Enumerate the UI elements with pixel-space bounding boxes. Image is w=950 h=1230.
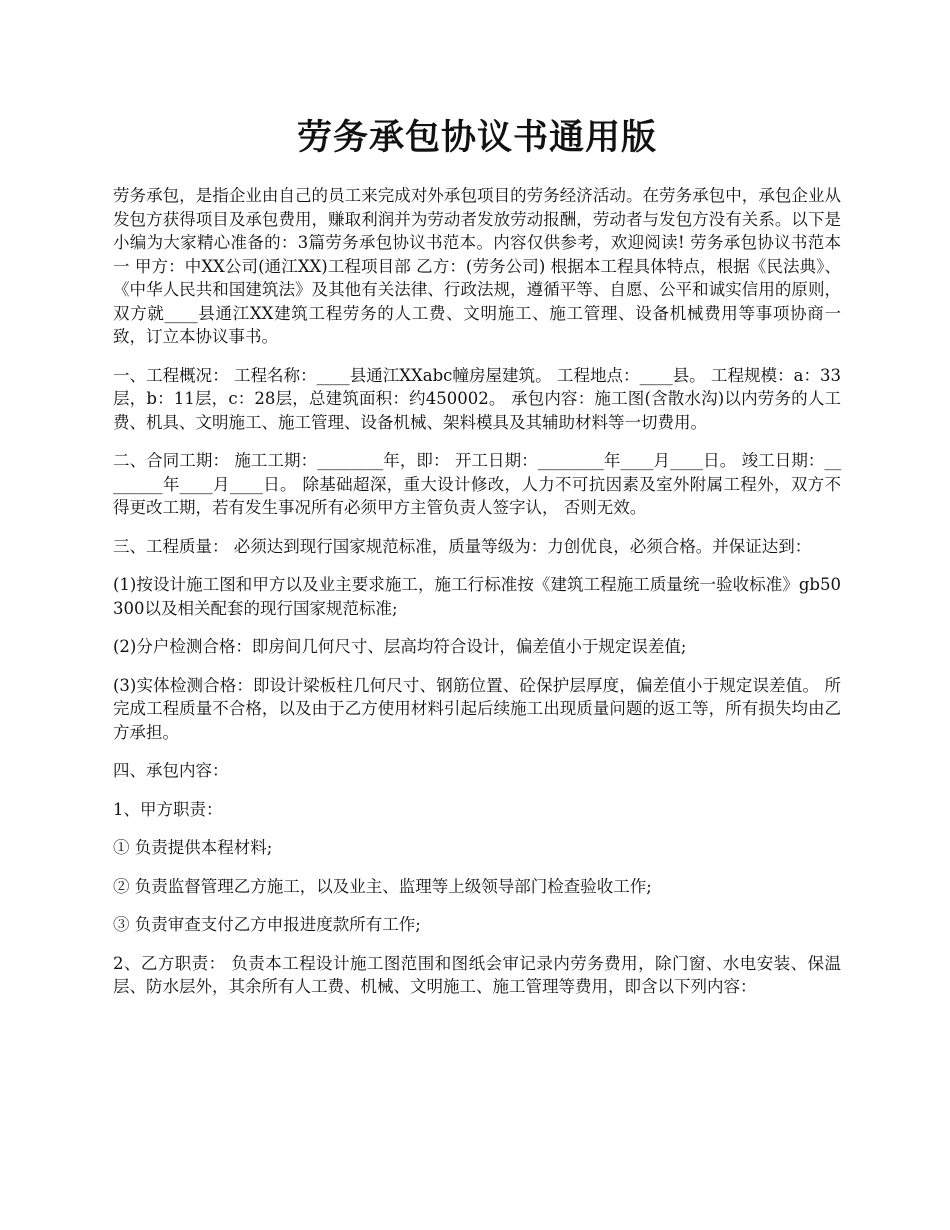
document-body (113, 184, 841, 999)
quality-item-3: (3)实体检测合格：即设计梁板柱几何尺寸、钢筋位置、砼保护层厚度，偏差值小于规定误差值。 所完成工程质量不合格，以及由于乙方使用材料引起后续施工出现质量问题的返工等，所有损失均由乙方承担。 (113, 675, 841, 742)
quality-item-1: (1)按设计施工图和甲方以及业主要求施工，施工行标准按《建筑工程施工质量统一验收标准》gb50300以及相关配套的现行国家规范标准; (113, 575, 841, 618)
document-title: 劳务承包协议书通用版 (296, 117, 657, 158)
section-project-overview: 一、工程概况： 工程名称：____县通江XXabc幢房屋建筑。 工程地点：____县。 工程规模：a：33层，b：11层，c：28层，总建筑面积：约450002。 承包内容：施工图(含散水沟)以内劳务的人工费、机具、文明施工、施工管理、设备机械、架料模具及其辅助材料等一切费用。 (113, 365, 841, 432)
party-a-duty-3: ③ 负责审查支付乙方申报进度款所有工作; (113, 915, 421, 934)
intro-paragraph: 劳务承包，是指企业由自己的员工来完成对外承包项目的劳务经济活动。在劳务承包中，承包企业从发包方获得项目及承包费用，赚取利润并为劳动者发放劳动报酬，劳动者与发包方没有关系。以下是小编为大家精心准备的：3篇劳务承包协议书范本。内容仅供参考，欢迎阅读! 劳务承包协议书范本一 甲方：中XX公司(通江XX)工程项目部 乙方：(劳务公司) 根据本工程具体特点，根据《民法典》、《中华人民共和国建筑法》及其他有关法律、行政法规，遵循平等、自愿、公平和诚实信用的原则，双方就____县通江XX建筑工程劳务的人工费、文明施工、施工管理、设备机械费用等事项协商一致，订立本协议事书。 (113, 186, 841, 346)
section-quality: 三、工程质量： 必须达到现行国家规范标准，质量等级为：力创优良，必须合格。并保证达到： (113, 536, 812, 556)
party-b-duties: 2、乙方职责： 负责本工程设计施工图范围和图纸会审记录内劳务费用，除门窗、水电安装、保温层、防水层外，其余所有人工费、机械、文明施工、施工管理等费用，即含以下列内容： (113, 953, 841, 996)
document-page (113, 0, 841, 1014)
party-a-duty-1: ① 负责提供本程材料; (113, 838, 273, 857)
quality-item-2: (2)分户检测合格：即房间几何尺寸、层高均符合设计，偏差值小于规定误差值; (113, 637, 687, 656)
section-contract-content: 四、承包内容： (113, 761, 229, 780)
party-a-duty-2: ② 负责监督管理乙方施工，以及业主、监理等上级领导部门检查验收工作; (113, 876, 652, 896)
section-contract-period: 二、合同工期： 施工工期：________年，即： 开工日期：________年____月____日。 竣工日期：________年____月____日。 除基础超深，重大设计修改，人力不可抗因素及室外附属工程外，双方不得更改工期，若有发生事况所有必须甲方主管负责人签字认， 否则无效。 (113, 451, 841, 517)
party-a-duties-heading: 1、甲方职责： (113, 799, 223, 819)
